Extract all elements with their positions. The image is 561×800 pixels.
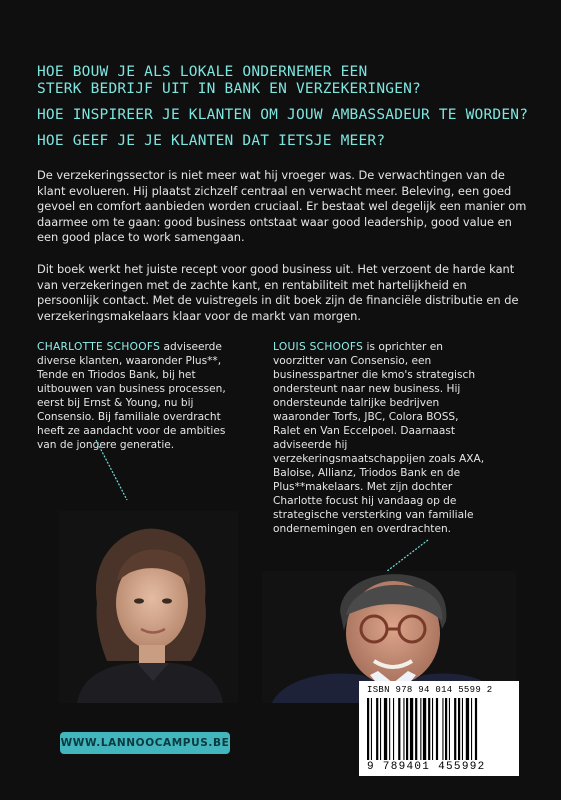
isbn-label: ISBN 978 94 014 5599 2 (367, 685, 493, 695)
question-line-1: HOE BOUW JE ALS LOKALE ONDERNEMER EEN (37, 64, 368, 80)
question-line-2: STERK BEDRIJF UIT IN BANK EN VERZEKERINGEN? (37, 81, 421, 97)
website-link[interactable]: WWW.LANNOOCAMPUS.BE (60, 732, 230, 754)
question-line-3: HOE INSPIREER JE KLANTEN OM JOUW AMBASSADEUR TE WORDEN? (37, 107, 529, 123)
barcode-bars (367, 698, 511, 760)
isbn-barcode (359, 681, 519, 776)
author-text-louis: is oprichter en voorzitter van Consensio, een businesspartner die kmo's strategisch ondersteunt naar new business. Hij ondersteunde talrijke bedrijven waaronder Torfs, JBC, Colora BOSS, Ralet en Van Eccelpoel. Daarnaast adviseerde hij verzekeringsmaatschappijen zoals AXA, Baloise, Allianz, Triodos Bank en de Plus**makelaars. Met zijn dochter Charlotte focust hij vandaag op de strategische versterking van familiale ondernemingen en overdrachten. (273, 341, 485, 535)
pointer-line-charlotte (96, 440, 127, 500)
photo-charlotte (59, 511, 238, 703)
author-name-louis: LOUIS SCHOOFS (273, 341, 364, 353)
author-text-charlotte: adviseerde diverse klanten, waaronder Plus**, Tende en Triodos Bank, bij het uitbouwen van business processen, eerst bij Ernst & Young, nu bij Consensio. Bij familiale overdracht heeft ze aandacht voor de ambities van de jongere generatie. (37, 341, 226, 451)
intro-paragraph: De verzekeringssector is niet meer wat hij vroeger was. De verwachtingen van de klant evolueren. Hij plaatst zichzelf centraal en verwacht meer. Beleving, een goed gevoel en comfort aanbieden worden cruciaal. Er bestaat wel degelijk een manier om daarmee om te gaan: good business ontstaat waar good leadership, good value en een good place to work samengaan. (37, 168, 527, 245)
question-line-4: HOE GEEF JE JE KLANTEN DAT IETSJE MEER? (37, 133, 386, 149)
barcode-number: 9 789401 455992 (367, 761, 486, 773)
author-name-charlotte: CHARLOTTE SCHOOFS (37, 341, 161, 353)
recipe-paragraph: Dit boek werkt het juiste recept voor good business uit. Het verzoent de harde kant van verzekeringen met de zachte kant, en rentabiliteit met hartelijkheid en persoonlijk contact. Met de vuistregels in dit boek zijn de financiële distributie en de verzekeringsmakelaars klaar voor de markt van morgen. (37, 262, 519, 323)
